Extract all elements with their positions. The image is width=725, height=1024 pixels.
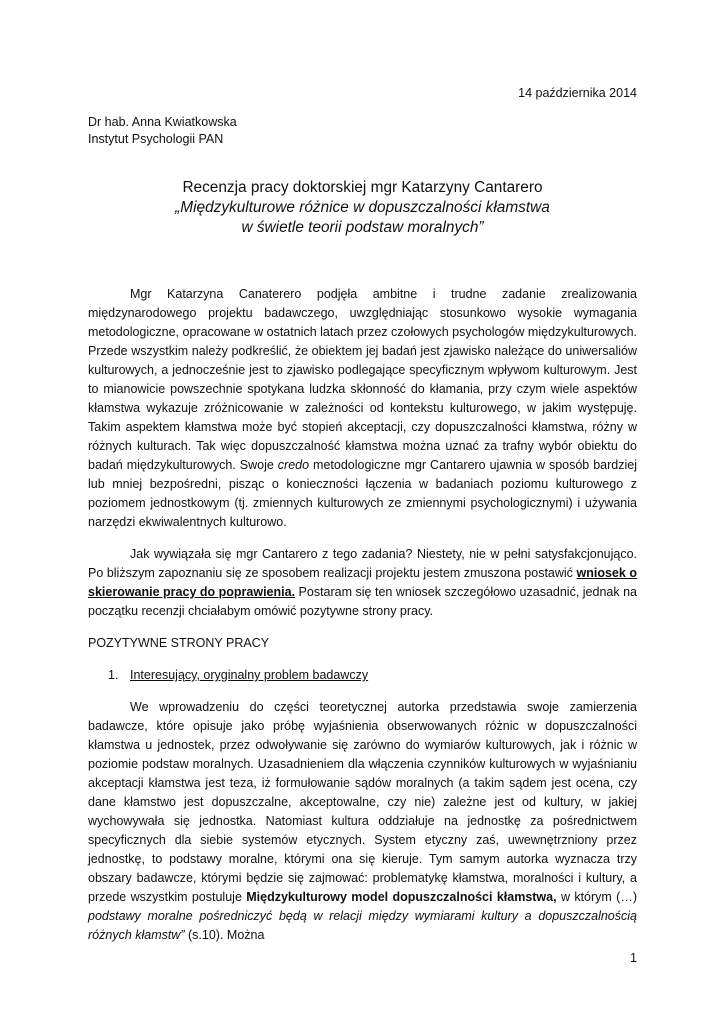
paragraph-research-part1: We wprowadzeniu do części teoretycznej autorka przedstawia swoje zamierzenia badawcze, które opisuje jako próbę wyjaśnienia obserwowanych różnic w dopuszczalności kłamstwa u jednostek, przez odwoływanie się zarówno do wymiarów kulturowych, jak i różnic w poziomie podstaw moralnych. Uzasadnieniem dla włączenia czynników kulturowych w wyjaśnianiu akceptacji kłamstwa jest teza, iż formułowanie sądów moralnych (a takim sądem jest ocena, czy dane kłamstwo jest dopuszczalne, akceptowalne, czy nie) zależne jest od kultury, w jakiej wychowywała się jednostka. Natomiast kultura oddziałuje na jednostkę za pośrednictwem specyficznych dla siebie systemów etycznych. System etyczny zaś, uwewnętrzniony przez jednostkę, to podstawy moralne, którymi ona się kieruje. Tym samym autorka wyznacza trzy obszary badawcze, którymi będzie się zajmować: problematykę kłamstwa, moralności i kultury, a przede wszystkim postuluje: [88, 700, 637, 904]
revision-request-emphasis: wniosek o skierowanie pracy do poprawienia.: [88, 566, 637, 599]
paragraph-research-part3: (s.10). Można: [184, 928, 265, 942]
title-line-3: w świetle teorii podstaw moralnych”: [241, 219, 484, 236]
paragraph-intro-part1: Mgr Katarzyna Canaterero podjęła ambitne i trudne zadanie zrealizowania międzynarodowego projektu badawczego, uwzględniając stosunkowo wysokie wymagania metodologiczne, opracowane w ostatnich latach przez czołowych psychologów międzykulturowych. Przede wszystkim należy podkreślić, że obiektem jej badań jest zjawisko należące do uniwersaliów kulturowych, a jednocześnie jest to zjawisko podlegające specyficznym wpływom kulturowym. Jest to mianowicie powszechnie spotykana ludzka skłonność do kłamania, przy czym wiele aspektów kłamstwa wykazuje zróżnicowanie w zależności od kontekstu kulturowego, w jakim występuję. Takim aspektem kłamstwa może być stopień akceptacji, czy dopuszczalności kłamstwa, różny w różnych kulturach. Tak więc dopuszczalność kłamstwa można uznać za trafny wybór obiektu do badań międzykulturowych. Swoje: [88, 287, 637, 472]
review-title: [88, 178, 637, 238]
paragraph-conclusion-part1: Jak wywiązała się mgr Cantarero z tego zadania? Niestety, nie w pełni satysfakcjonująco. Po bliższym zapoznaniu się ze sposobem realizacji projektu jestem zmuszona postawić: [88, 547, 637, 580]
paragraph-conclusion: [88, 545, 637, 621]
paragraph-intro: [88, 285, 637, 532]
model-quote-italic: podstawy moralne pośredniczyć będą w relacji między wymiarami kultury a dopuszczalnością różnych kłamstw”: [88, 909, 637, 942]
list-item: [88, 666, 637, 685]
title-line-2: „Międzykulturowe różnice w dopuszczalności kłamstwa: [175, 199, 550, 216]
page-number: 1: [630, 951, 637, 965]
paragraph-intro-part2: metodologiczne mgr Cantarero ujawnia w sposób bardziej lub mniej bezpośredni, pisząc o konieczności łączenia w badaniach poziomu kulturowego z poziomem jednostkowym (tj. zmiennych kulturowych ze zmiennymi psychologicznymi) i używania narzędzi ekwiwalentnych kulturowo.: [88, 458, 637, 529]
list-item-number: 1.: [108, 668, 119, 682]
section-heading: POZYTYWNE STRONY PRACY: [88, 636, 270, 650]
model-name-bold: Międzykulturowy model dopuszczalności kłamstwa,: [246, 890, 557, 904]
reviewer-block: [88, 114, 237, 148]
paragraph-research-part2: w którym (…): [556, 890, 637, 904]
reviewer-name: Dr hab. Anna Kwiatkowska: [88, 115, 237, 129]
paragraph-intro-credo: credo: [277, 458, 310, 472]
paragraph-conclusion-part2: Postaram się ten wniosek szczegółowo uzasadnić, jednak na początku recenzji chciałabym omówić pozytywne strony pracy.: [88, 585, 638, 618]
title-line-1: Recenzja pracy doktorskiej mgr Katarzyny Cantarero: [182, 179, 543, 196]
reviewer-institution: Instytut Psychologii PAN: [88, 132, 224, 146]
document-date: 14 października 2014: [518, 86, 637, 100]
list-item-heading: Interesujący, oryginalny problem badawczy: [130, 668, 369, 682]
document-body: [88, 285, 637, 945]
paragraph-research-problem: [88, 698, 637, 945]
